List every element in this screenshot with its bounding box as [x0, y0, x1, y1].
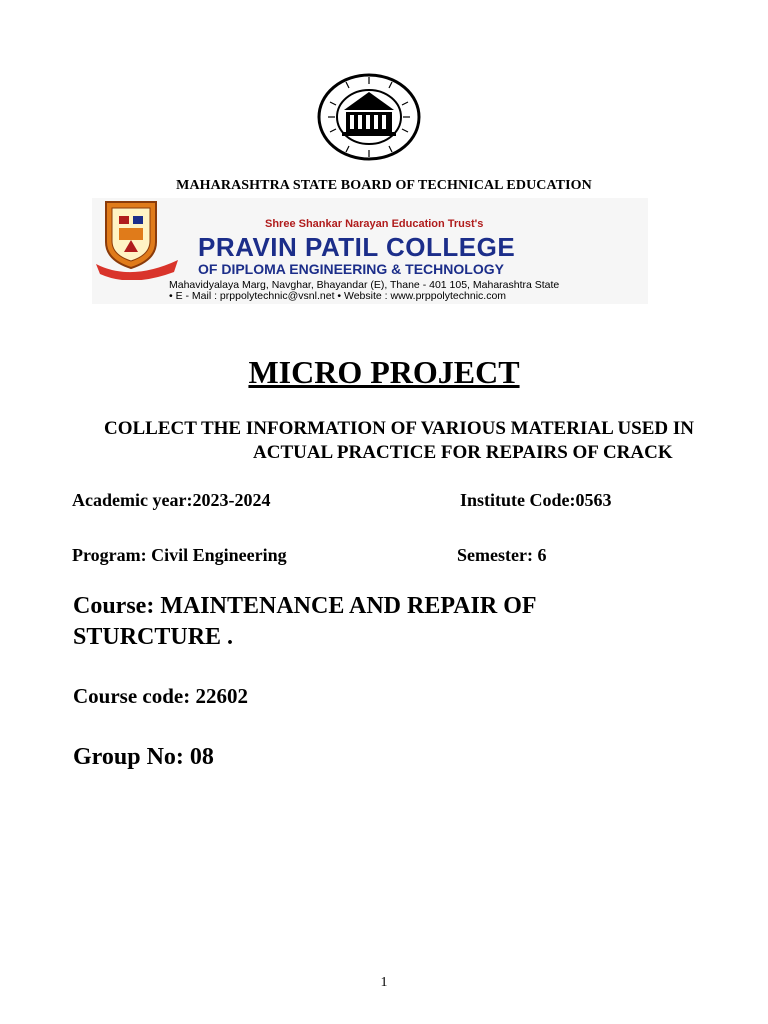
document-title: MICRO PROJECT: [248, 354, 520, 390]
college-name: PRAVIN PATIL COLLEGE: [198, 232, 516, 262]
institute-code: Institute Code:0563: [460, 490, 612, 510]
page-number: 1: [380, 975, 388, 990]
course-name-line-1: Course: MAINTENANCE AND REPAIR OF: [73, 593, 537, 619]
board-title: MAHARASHTRA STATE BOARD OF TECHNICAL EDUCATION: [176, 178, 592, 193]
college-crest-icon: [94, 198, 180, 280]
semester: Semester: 6: [457, 545, 547, 565]
college-contact: • E - Mail : prppolytechnic@vsnl.net • Website : www.prppolytechnic.com: [169, 290, 507, 302]
college-subtitle: OF DIPLOMA ENGINEERING & TECHNOLOGY: [198, 261, 504, 277]
program: Program: Civil Engineering: [72, 545, 287, 565]
course-code: Course code: 22602: [73, 684, 248, 708]
project-topic-line-2: ACTUAL PRACTICE FOR REPAIRS OF CRACK: [253, 442, 673, 463]
college-banner: [92, 198, 648, 304]
academic-year: Academic year:2023-2024: [72, 490, 271, 510]
msbte-seal-icon: [316, 72, 422, 162]
trust-name: Shree Shankar Narayan Education Trust's: [265, 218, 484, 230]
project-topic-line-1: COLLECT THE INFORMATION OF VARIOUS MATERIAL USED IN: [104, 418, 694, 439]
course-name-line-2: STURCTURE .: [73, 624, 234, 650]
group-number: Group No: 08: [73, 744, 214, 770]
college-address: Mahavidyalaya Marg, Navghar, Bhayandar (E), Thane - 401 105, Maharashtra State: [169, 279, 560, 291]
